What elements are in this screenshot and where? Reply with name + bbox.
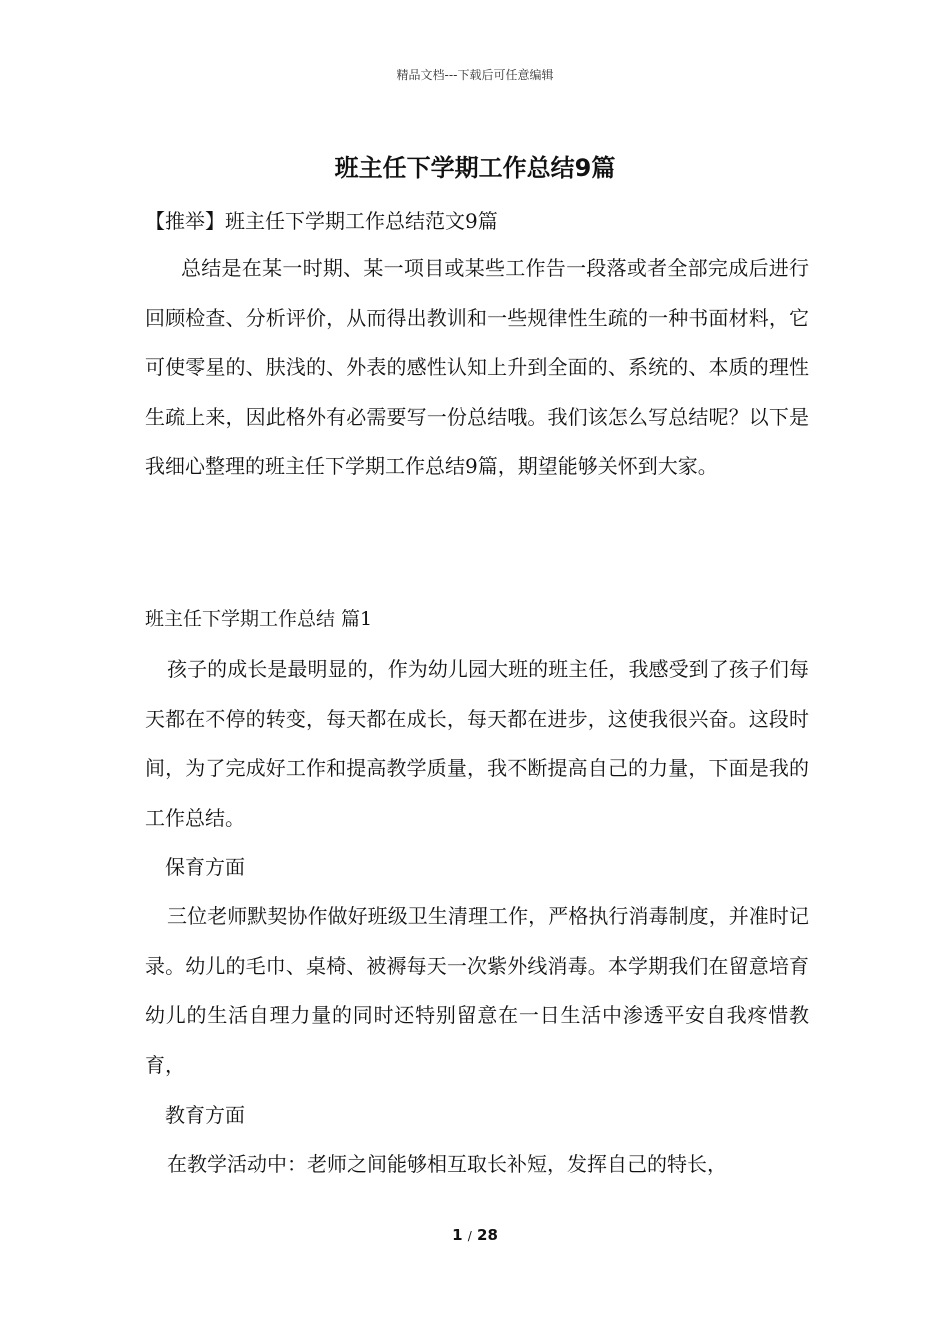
education-paragraph: 在教学活动中：老师之间能够相互取长补短，发挥自己的特长， bbox=[167, 1152, 727, 1176]
page-number bbox=[0, 1226, 950, 1244]
section-heading: 班主任下学期工作总结 篇1 bbox=[145, 608, 373, 630]
section-paragraph: 孩子的成长是最明显的，作为幼儿园大班的班主任，我感受到了孩子们每天都在不停的转变，每天都在成长，每天都在进步，这使我很兴奋。这段时间，为了完成好工作和提高教学质量，我不断提高自己的力量，下面是我的工作总结。 bbox=[145, 657, 809, 830]
intro-paragraph: 总结是在某一时期、某一项目或某些工作告一段落或者全部完成后进行回顾检查、分析评价，从而得出教训和一些规律性生疏的一种书面材料，它可使零星的、肤浅的、外表的感性认知上升到全面的、系统的、本质的理性生疏上来，因此格外有必需要写一份总结哦。我们该怎么写总结呢？以下是我细心整理的班主任下学期工作总结9篇，期望能够关怀到大家。 bbox=[145, 256, 809, 478]
page-separator: / bbox=[467, 1229, 472, 1243]
document-title: 班主任下学期工作总结9篇 bbox=[334, 154, 616, 182]
care-paragraph: 三位老师默契协作做好班级卫生清理工作，严格执行消毒制度，并准时记录。幼儿的毛巾、桌椅、被褥每天一次紫外线消毒。本学期我们在留意培育幼儿的生活自理力量的同时还特别留意在一日生活中渗透平安自我疼惜教育， bbox=[145, 904, 809, 1077]
page-total: 28 bbox=[477, 1226, 498, 1244]
education-heading: 教育方面 bbox=[165, 1103, 245, 1127]
care-heading: 保育方面 bbox=[165, 855, 245, 879]
header-note: 精品文档---下载后可任意编辑 bbox=[396, 68, 554, 82]
page-current: 1 bbox=[452, 1226, 463, 1244]
document-subtitle: 【推举】班主任下学期工作总结范文9篇 bbox=[145, 209, 498, 233]
